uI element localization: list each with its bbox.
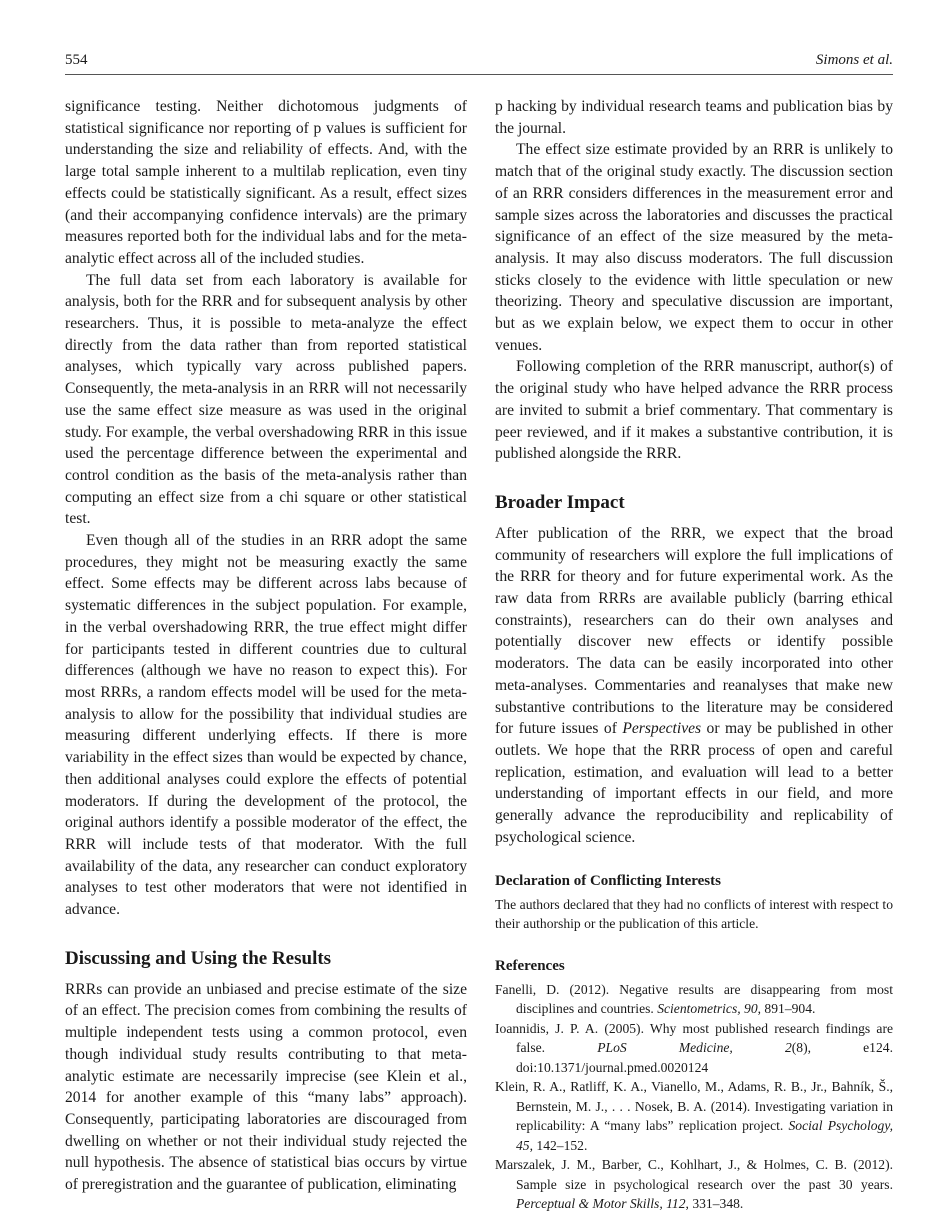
paragraph: The effect size estimate provided by an RRR is unlikely to match that of the original study exactly. The discussion section of an RRR considers differences in the measurement error and sample sizes across the laboratories and discusses the practical significance of an effect of the size measured by the meta-analysis. It may also discuss moderators. The full discussion sticks closely to the evidence with little speculation or new theorizing. Theory and speculative discussion are important, but as we explain below, we expect them to occur in other venues. <box>495 141 893 354</box>
reference-item: Fanelli, D. (2012). Negative results are disappearing from most disciplines and countries. Scientometrics, 90, 891–904. <box>495 981 893 1016</box>
section-heading-discussing: Discussing and Using the Results <box>65 947 332 969</box>
paragraph: The full data set from each laboratory is available for analysis, both for the RRR and for subsequent analysis by other researchers. Thus, it is possible to meta-analyze the effect directly from the data rather than from reported statistical analyses, which typically vary across published papers. Consequently, the meta-analysis in an RRR will not necessarily use the same effect size measure as was used in the original study. For example, the verbal overshadowing RRR in this issue used the percentage difference between the experimental and control condition as the basis of the meta-analysis rather than computing an effect size from a chi square or other statistical test. <box>65 271 467 528</box>
running-header <box>65 50 893 75</box>
paragraph: After publication of the RRR, we expect that the broad community of researchers will explore the full implications of the RRR for theory and for future experimental work. As the raw data from RRRs are available publicly (barring ethical constraints), researchers can do their own analyses and potentially discover new effects or identify possible moderators. The data can be easily incorporated into other meta-analyses. Commentaries and reanalyses that make new substantive contributions to the literature may be considered for future issues of Perspectives or may be published in other outlets. We hope that the RRR process of open and careful replication, estimation, and evaluation will lead to a better understanding of important effects in our field, and more generally advance the reproducibility and replicability of psychological science. <box>495 524 893 846</box>
paragraph: Even though all of the studies in an RRR adopt the same procedures, they might not be measuring exactly the same effect. Some effects may be different across labs because of systematic differences in the subject population. For example, in the verbal overshadowing RRR, the true effect might differ for participants tested in different countries due to cultural differences (although we have no reason to expect this). For most RRRs, a random effects model will be used for the meta-analysis to allow for the possibility that individual studies are measuring different underlying effects. If there is more variability in the effect sizes than would be expected by chance, then additional analyses could explore the effects of potential moderators. If during the development of the protocol, the original authors identify a possible moderator of the effect, the RRR will include tests of that moderator. With the full availability of the data, any researcher can conduct exploratory analyses to test other moderators that were not identified in advance. <box>65 532 467 919</box>
reference-item: Marszalek, J. M., Barber, C., Kohlhart, J., & Holmes, C. B. (2012). Sample size in psychological research over the past 30 years. Perceptual & Motor Skills, 112, 331–348. <box>495 1157 893 1211</box>
section-heading-broader-impact: Broader Impact <box>495 491 625 513</box>
page-number: 554 <box>65 52 88 68</box>
paragraph: Following completion of the RRR manuscript, author(s) of the original study who have helped advance the RRR process are invited to submit a brief commentary. That commentary is peer reviewed, and if it makes a substantive contribution, it is published alongside the RRR. <box>495 358 893 463</box>
conflict-heading: Declaration of Conflicting Interests <box>495 872 721 889</box>
left-column-body <box>65 96 467 921</box>
right-column-body <box>495 96 893 465</box>
conflict-text: The authors declared that they had no conflicts of interest with respect to their authorship or the publication of this article. <box>495 896 893 931</box>
reference-item: Ioannidis, J. P. A. (2005). Why most published research findings are false. PLoS Medicine, 2(8), e124. doi:10.1371/journal.pmed.0020124 <box>495 1020 893 1075</box>
right-column <box>495 96 893 1214</box>
paragraph: significance testing. Neither dichotomous judgments of statistical significance nor reporting of p values is sufficient for understanding the size and reliability of effects. And, with the large total sample inherent to a multilab replication, even tiny effects could be statistically significant. As a result, effect sizes (and their accompanying confidence intervals) are the primary measures reported both for the individual labs and for the meta-analytic effect across all of the included studies. <box>65 98 467 267</box>
broader-impact-body <box>495 523 893 849</box>
reference-list <box>495 980 893 1214</box>
paragraph: RRRs can provide an unbiased and precise estimate of the size of an effect. The precision comes from combining the results of multiple independent tests using a common protocol, even though individual study results contributing to that meta-analytic estimate are necessarily imprecise (see Klein et al., 2014 for another example of this “many labs” approach). Consequently, participating laboratories are discouraged from dwelling on whether or not their individual study rejected the null hypothesis. The absence of statistical bias occurs by virtue of preregistration and the guarantee of publication, eliminating <box>65 980 467 1194</box>
reference-item: Klein, R. A., Ratliff, K. A., Vianello, M., Adams, R. B., Jr., Bahník, Š., Bernstein, M. J., . . . Nosek, B. A. (2014). Investigating variation in replicability: A “many labs” replication project. Social Psychology, 45, 142–152. <box>495 1079 893 1153</box>
discussing-body <box>65 979 467 1196</box>
references-heading: References <box>495 957 565 974</box>
left-column <box>65 96 467 1196</box>
running-head: Simons et al. <box>815 52 893 68</box>
paragraph: p hacking by individual research teams and publication bias by the journal. <box>495 98 893 137</box>
